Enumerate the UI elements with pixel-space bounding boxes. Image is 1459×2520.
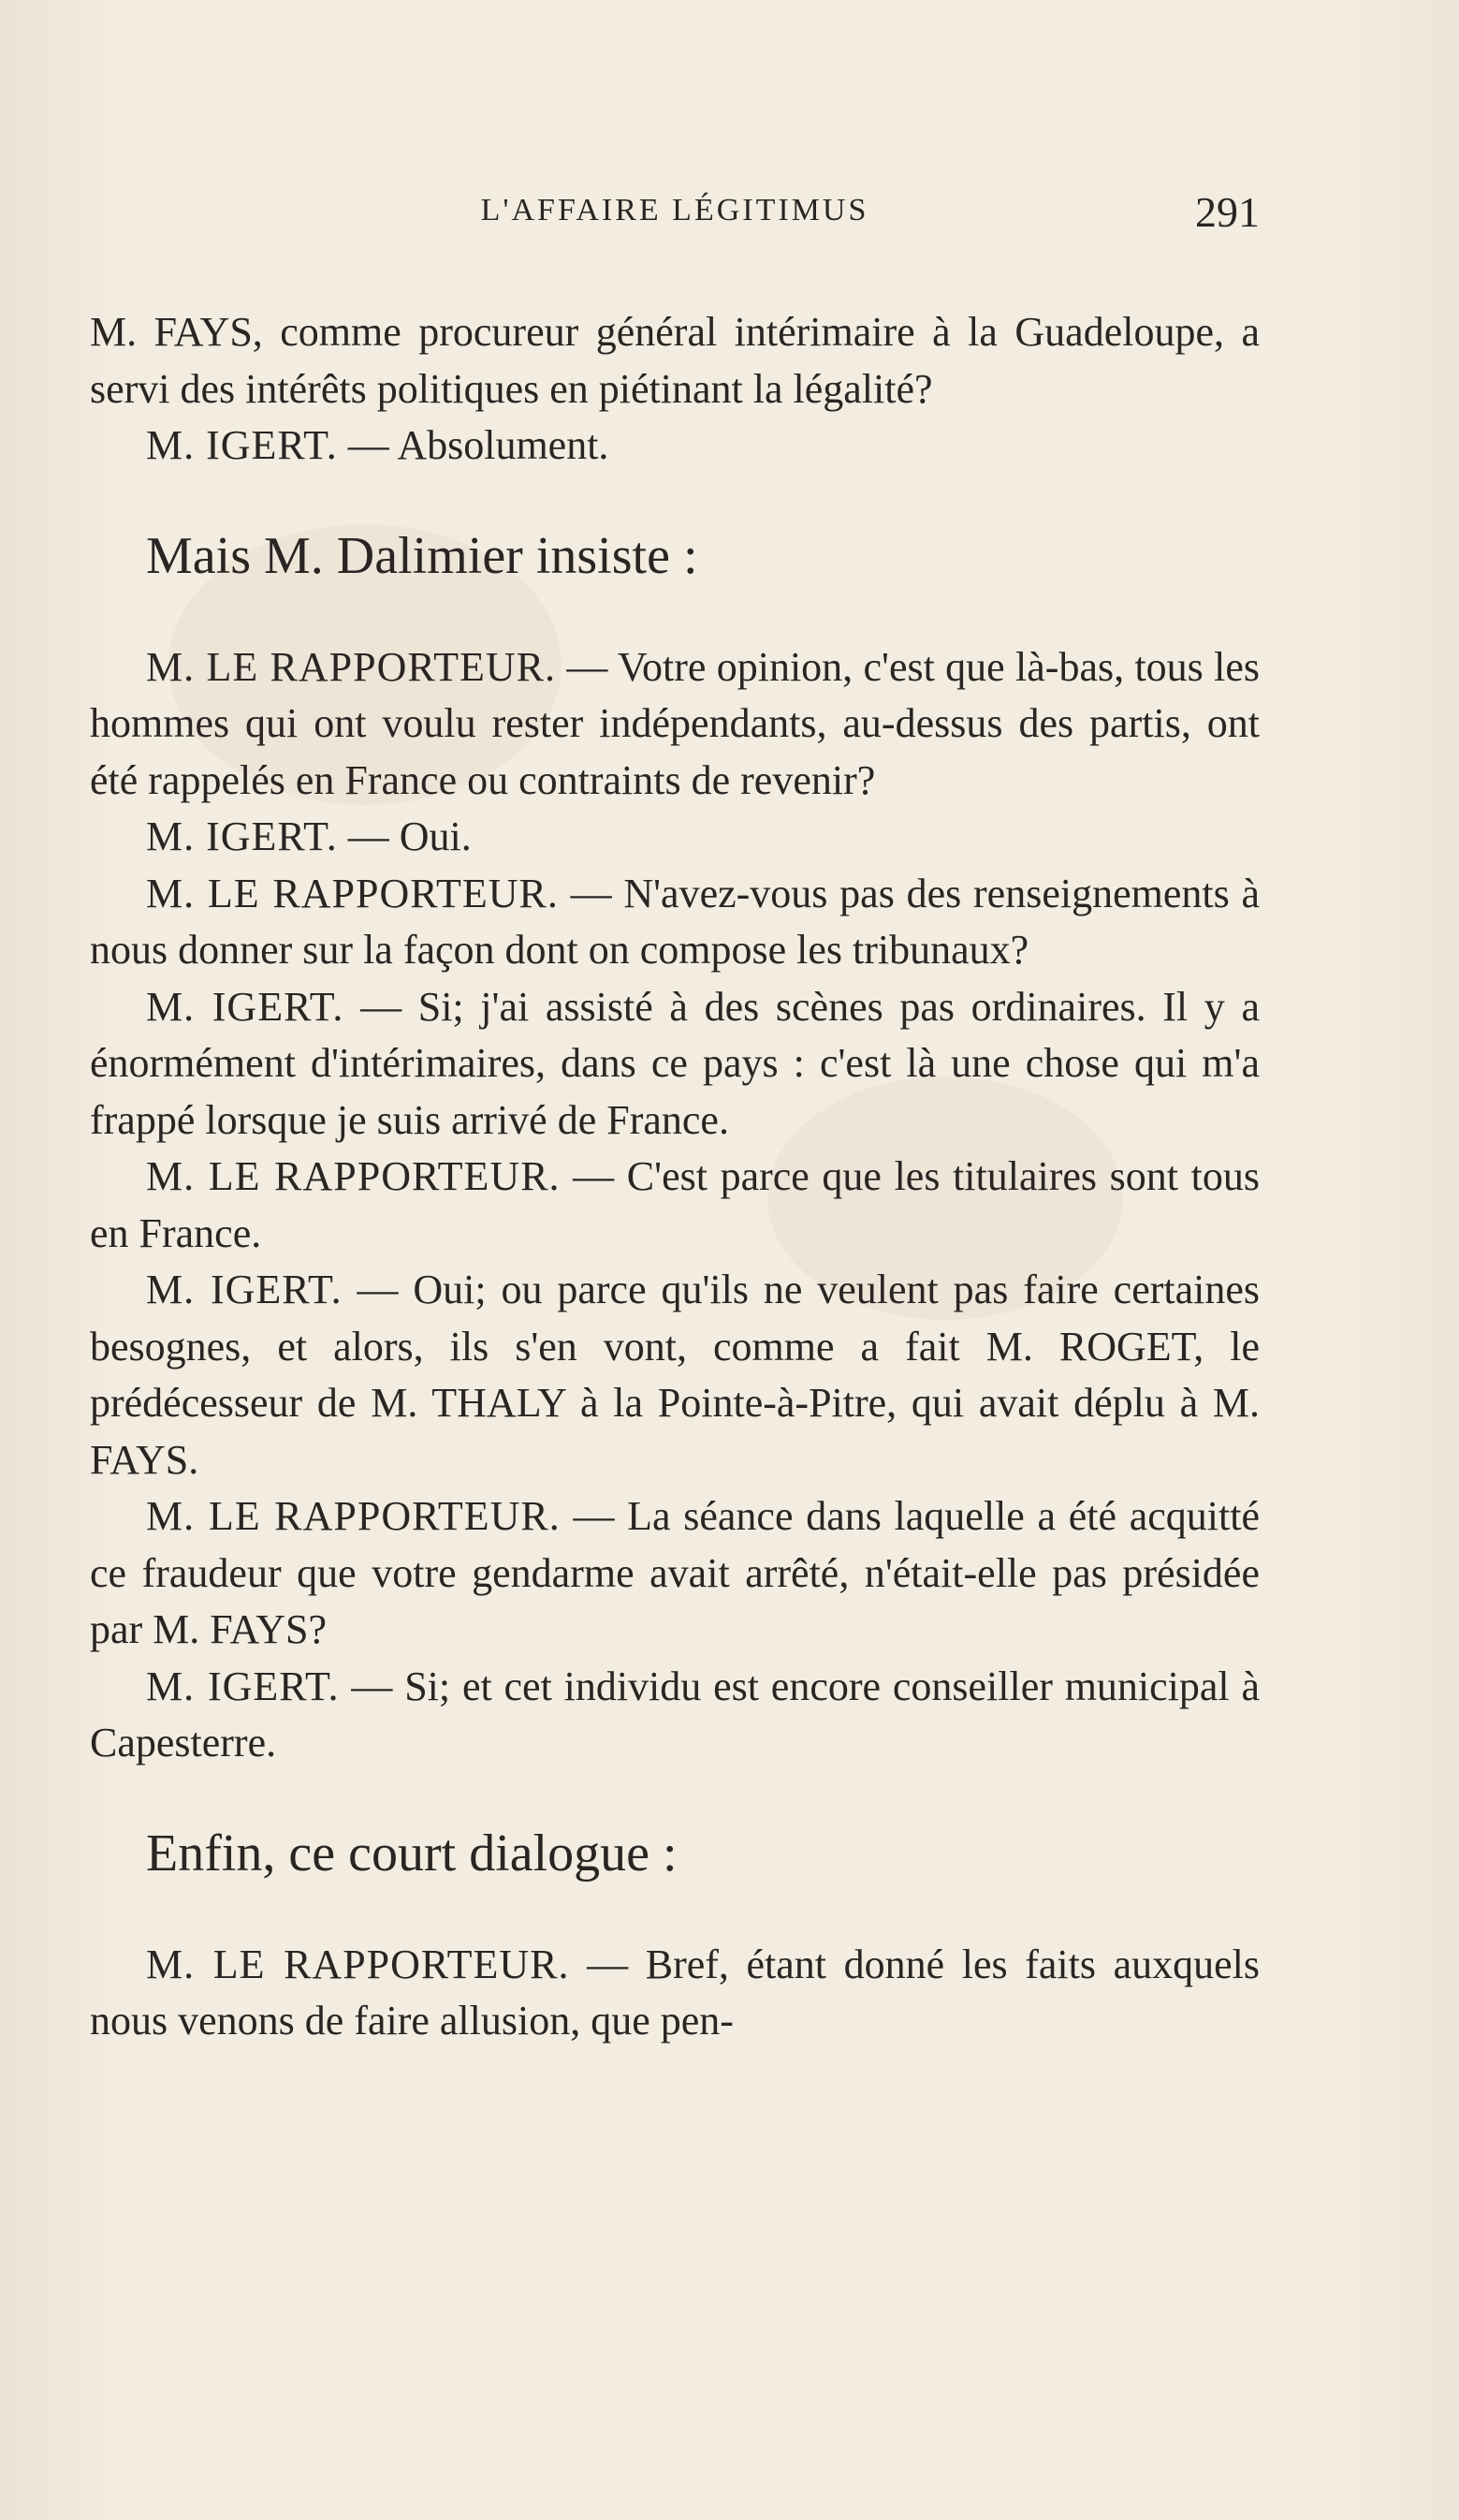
speaker-name: M. LE RAPPORTEUR. — [146, 870, 559, 916]
dialogue-text: — Oui; ou parce qu'ils ne veulent pas faire certaines besognes, et alors, ils s'en vont, comme a fait M. ROGET, le prédécesseur de M. THALY à la Pointe-à-Pitre, qui avait déplu à M. FAYS. — [90, 1267, 1261, 1483]
dialogue-paragraph — [90, 1937, 1260, 2050]
page-body — [90, 304, 1260, 2050]
paragraph: M. FAYS, comme procureur général intérimaire à la Guadeloupe, a servi des intérêts politiques en piétinant la légalité? — [90, 309, 1260, 412]
dialogue-text: — Oui. — [347, 813, 472, 859]
dialogue-paragraph — [90, 1149, 1260, 1262]
page-number: 291 — [1195, 188, 1260, 236]
page-header — [90, 187, 1260, 243]
dialogue-text: — La séance dans laquelle a été acquitté ce fraudeur que votre gendarme avait arrêté, n'était-elle pas présidée par M. FAYS? — [90, 1493, 1261, 1652]
section-intro: Mais M. Dalimier insiste : — [146, 526, 698, 585]
dialogue-paragraph — [90, 979, 1260, 1150]
speaker-name: M. IGERT. — [146, 1267, 343, 1312]
dialogue-paragraph — [90, 639, 1260, 810]
dialogue-text: — Bref, étant donné les faits auxquels nous venons de faire allusion, que pen- — [90, 1941, 1260, 2044]
speaker-name: M. IGERT. — [146, 1663, 340, 1709]
dialogue-paragraph — [90, 1488, 1260, 1659]
speaker-name: M. LE RAPPORTEUR. — [146, 1941, 570, 1987]
section-intro: Enfin, ce court dialogue : — [146, 1824, 678, 1883]
dialogue-paragraph — [90, 1262, 1260, 1488]
speaker-name: M. IGERT. — [146, 983, 344, 1030]
dialogue-paragraph — [90, 418, 1260, 475]
speaker-name: M. LE RAPPORTEUR. — [146, 1153, 561, 1199]
speaker-name: M. LE RAPPORTEUR. — [146, 643, 556, 690]
speaker-name: M. IGERT. — [146, 813, 338, 859]
dialogue-paragraph — [90, 866, 1260, 979]
running-title: L'AFFAIRE LÉGITIMUS — [480, 193, 869, 227]
speaker-name: M. IGERT. — [146, 422, 338, 468]
dialogue-paragraph — [90, 1659, 1260, 1772]
speaker-name: M. LE RAPPORTEUR. — [146, 1493, 561, 1539]
dialogue-text: — C'est parce que les titulaires sont tous en France. — [90, 1153, 1260, 1256]
dialogue-text: — N'avez-vous pas des renseignements à nous donner sur la façon dont on compose les tribunaux? — [90, 870, 1260, 973]
dialogue-text: — Si; j'ai assisté à des scènes pas ordinaires. Il y a énormément d'intérimaires, dans ce pays : c'est là une chose qui m'a frappé lorsque je suis arrivé de France. — [90, 983, 1260, 1143]
dialogue-text: — Absolument. — [347, 422, 609, 468]
dialogue-text: — Votre opinion, c'est que là-bas, tous les hommes qui ont voulu rester indépendants, au-dessus des partis, ont été rappelés en France ou contraints de revenir? — [90, 643, 1261, 803]
dialogue-text: — Si; et cet individu est encore conseiller municipal à Capesterre. — [90, 1663, 1261, 1765]
dialogue-paragraph — [90, 809, 1260, 866]
